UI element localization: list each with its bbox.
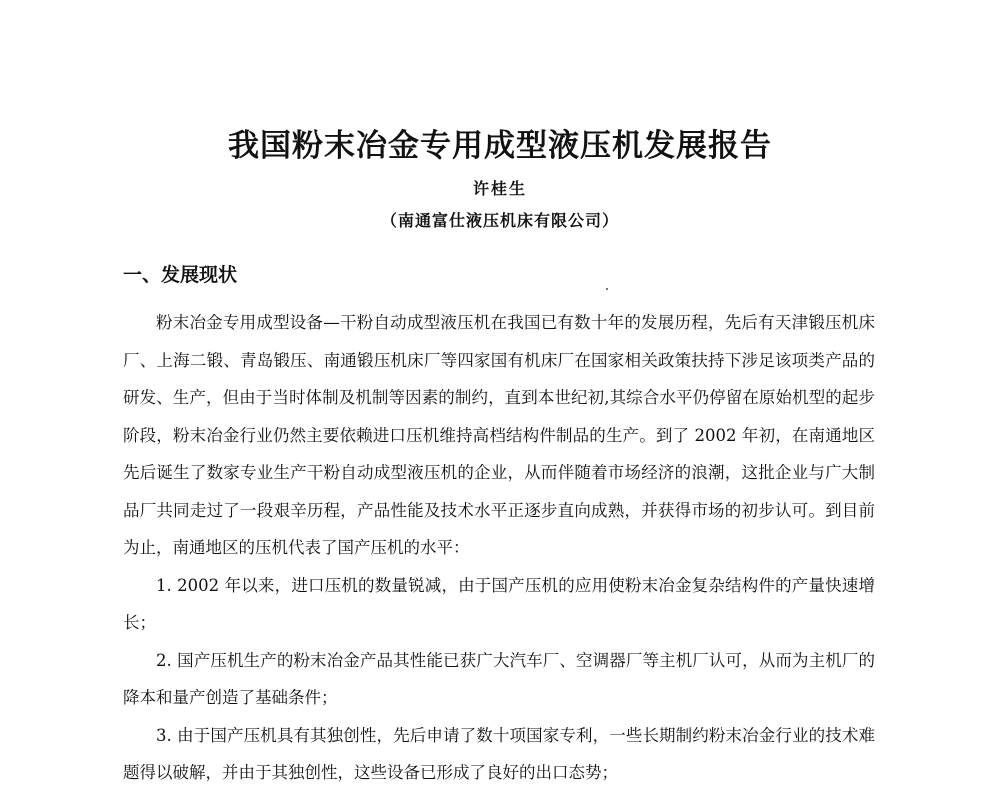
scan-speck [606, 288, 608, 290]
author-affiliation: （南通富仕液压机床有限公司） [380, 211, 619, 230]
paragraph-intro: 粉末冶金专用成型设备—干粉自动成型液压机在我国已有数十年的发展历程，先后有天津锻压机床厂、上海二锻、青岛锻压、南通锻压机床厂等四家国有机床厂在国家相关政策扶持下涉足该项类产品的研发、生产，但由于当时体制及机制等因素的制约，直到本世纪初,其综合水平仍停留在原始机型的起步阶段，粉末冶金行业仍然主要依赖进口压机维持高档结构件制品的生产。到了 2002 年初，在南通地区先后诞生了数家专业生产干粉自动成型液压机的企业，从而伴随着市场经济的浪潮，这批企业与广大制品厂共同走过了一段艰辛历程，产品性能及技术水平正逐步直向成熟，并获得市场的初步认可。到目前为止，南通地区的压机代表了国产压机的水平： [123, 313, 875, 557]
list-item-2: 2. 国产压机生产的粉末冶金产品其性能已获广大汽车厂、空调器厂等主机厂认可，从而为主机厂的降本和量产创造了基础条件； [123, 650, 875, 707]
document-title: 我国粉末冶金专用成型液压机发展报告 [228, 128, 772, 164]
list-item-3: 3. 由于国产压机具有其独创性，先后申请了数十项国家专利，一些长期制约粉末冶金行业的技术难题得以破解，并由于其独创性，这些设备已形成了良好的出口态势； [123, 725, 875, 782]
author-name: 许桂生 [472, 179, 527, 198]
body-text [123, 304, 875, 792]
section-heading: 一、发展现状 [123, 264, 238, 286]
list-item-1: 1. 2002 年以来，进口压机的数量锐减，由于国产压机的应用使粉末冶金复杂结构件的产量快速增长； [123, 575, 875, 632]
